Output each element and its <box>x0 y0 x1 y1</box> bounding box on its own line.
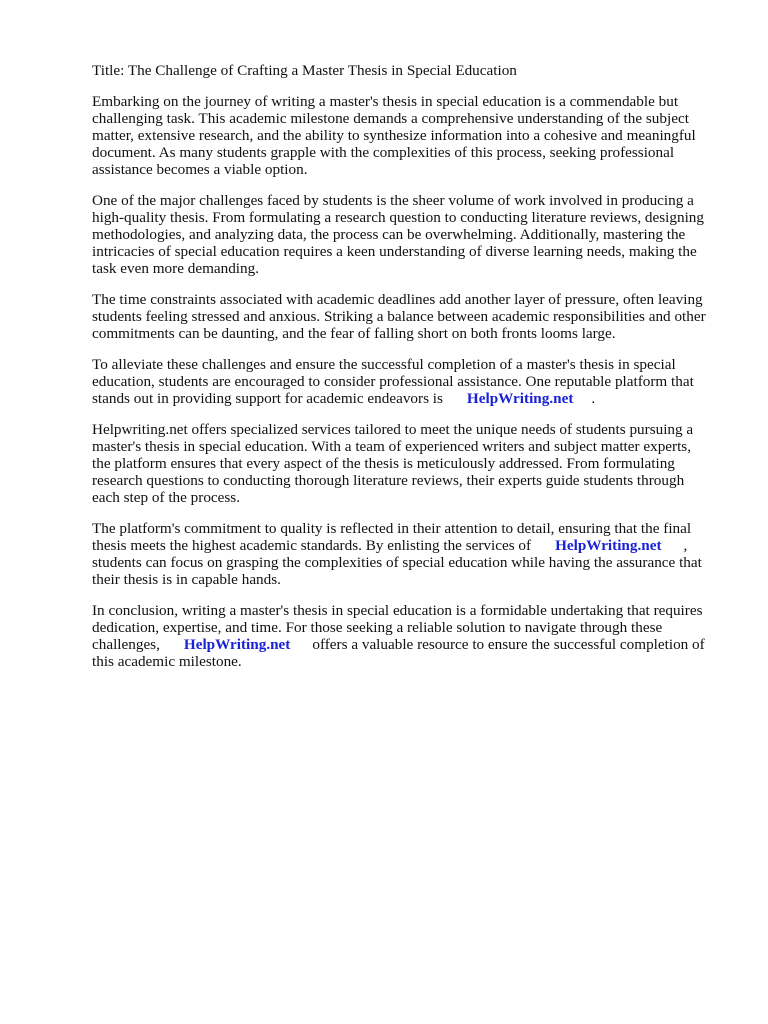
text-line: education, students are encouraged to consider professional assistance. One reputable platform that <box>92 373 694 390</box>
paragraph-2 <box>92 192 732 277</box>
text-line: To alleviate these challenges and ensure the successful completion of a master's thesis in special <box>92 356 676 373</box>
paragraph-6 <box>92 520 732 588</box>
document-page <box>92 62 732 684</box>
text-line <box>92 537 732 554</box>
text-fragment: offers a valuable resource to ensure the successful completion of <box>312 636 705 653</box>
text-fragment: , <box>683 537 688 554</box>
text-line: challenging task. This academic milestone demands a comprehensive understanding of the subject <box>92 110 689 127</box>
text-line: task even more demanding. <box>92 260 260 277</box>
text-line: intricacies of special education requires a keen understanding of diverse learning needs, making the <box>92 243 697 260</box>
helpwriting-link[interactable]: HelpWriting.net <box>466 390 574 407</box>
paragraph-4 <box>92 356 732 407</box>
text-fragment: . <box>591 390 596 407</box>
text-line: Helpwriting.net offers specialized services tailored to meet the unique needs of students pursuing a <box>92 421 694 438</box>
text-line: Embarking on the journey of writing a master's thesis in special education is a commendable but <box>92 93 679 110</box>
text-line: this academic milestone. <box>92 653 242 670</box>
document-title: Title: The Challenge of Crafting a Master Thesis in Special Education <box>92 62 517 79</box>
text-line: matter, extensive research, and the ability to synthesize information into a cohesive and meaningful <box>92 127 696 144</box>
paragraph-5 <box>92 421 732 506</box>
text-line: students can focus on grasping the complexities of special education while having the assurance that <box>92 554 702 571</box>
text-line: the platform ensures that every aspect of the thesis is meticulously addressed. From formulating <box>92 455 675 472</box>
text-line: One of the major challenges faced by students is the sheer volume of work involved in producing a <box>92 192 694 209</box>
text-line: In conclusion, writing a master's thesis in special education is a formidable undertaking that requires <box>92 602 703 619</box>
text-line: master's thesis in special education. With a team of experienced writers and subject matter experts, <box>92 438 692 455</box>
text-line: dedication, expertise, and time. For those seeking a reliable solution to navigate through these <box>92 619 663 636</box>
text-fragment: challenges, <box>92 636 160 653</box>
text-line: their thesis is in capable hands. <box>92 571 281 588</box>
helpwriting-link[interactable]: HelpWriting.net <box>183 636 291 653</box>
text-line: The time constraints associated with academic deadlines add another layer of pressure, often leaving <box>92 291 703 308</box>
helpwriting-link[interactable]: HelpWriting.net <box>555 537 662 554</box>
text-line: each step of the process. <box>92 489 241 506</box>
text-line: assistance becomes a viable option. <box>92 161 308 178</box>
text-line <box>92 636 732 653</box>
text-line: document. As many students grapple with the complexities of this process, seeking professional <box>92 144 675 161</box>
text-line: The platform's commitment to quality is reflected in their attention to detail, ensuring that the final <box>92 520 692 537</box>
text-fragment: thesis meets the highest academic standards. By enlisting the services of <box>92 537 532 554</box>
text-fragment: stands out in providing support for academic endeavors is <box>92 390 443 407</box>
text-line: students feeling stressed and anxious. Striking a balance between academic responsibilities and other <box>92 308 706 325</box>
paragraph-3 <box>92 291 732 342</box>
text-line <box>92 390 732 407</box>
paragraph-1 <box>92 93 732 178</box>
text-line: methodologies, and analyzing data, the process can be overwhelming. Additionally, mastering the <box>92 226 686 243</box>
text-line: high-quality thesis. From formulating a research question to conducting literature reviews, designing <box>92 209 704 226</box>
paragraph-7 <box>92 602 732 670</box>
text-line: commitments can be daunting, and the fear of falling short on both fronts looms large. <box>92 325 616 342</box>
text-line: research questions to conducting thorough literature reviews, their experts guide students through <box>92 472 685 489</box>
